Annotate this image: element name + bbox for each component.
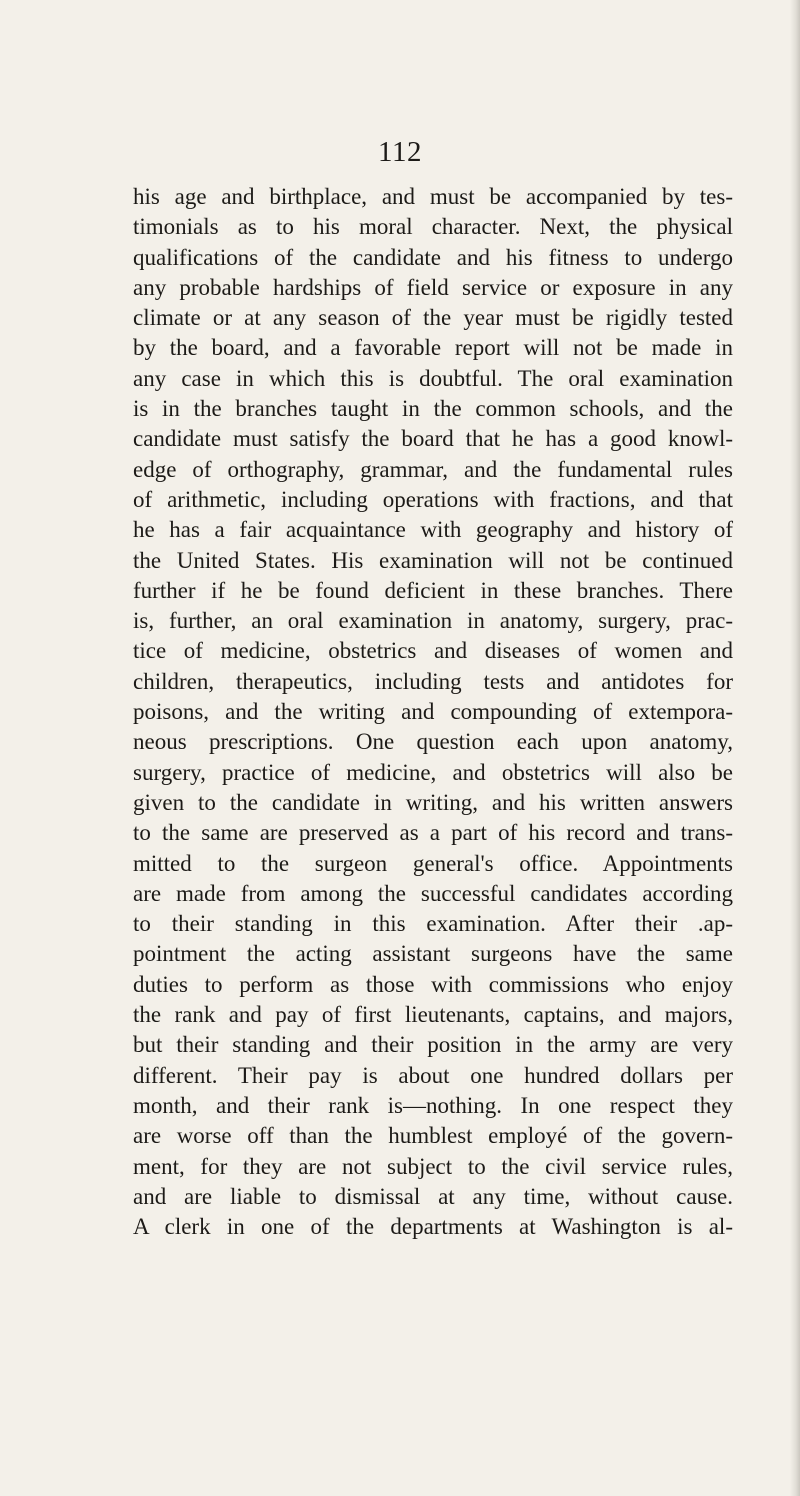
text-line: ment, for they are not subject to the civil service rules, — [133, 1153, 733, 1179]
page-edge-shadow — [790, 0, 800, 1496]
text-line: any probable hardships of field service or exposure in any — [133, 274, 733, 300]
text-line: edge of orthography, grammar, and the fundamental rules — [133, 456, 733, 482]
body-text — [133, 182, 793, 1242]
text-line: are made from among the successful candidates according — [133, 880, 733, 906]
text-line: surgery, practice of medicine, and obstetrics will also be — [133, 759, 733, 785]
text-line: timonials as to his moral character. Next, the physical — [133, 214, 733, 240]
text-line: qualifications of the candidate and his fitness to undergo — [133, 244, 733, 270]
text-line: the rank and pay of first lieutenants, captains, and majors, — [133, 1002, 733, 1028]
text-line: month, and their rank is—nothing. In one respect they — [133, 1092, 733, 1118]
text-line: children, therapeutics, including tests and antidotes for — [133, 668, 733, 694]
text-line: his age and birthplace, and must be accompanied by tes- — [133, 184, 733, 209]
text-line: any case in which this is doubtful. The oral examination — [133, 365, 733, 391]
text-line: poisons, and the writing and compounding of extempora- — [133, 699, 733, 725]
text-line: given to the candidate in writing, and his written answers — [133, 789, 733, 815]
text-line: by the board, and a favorable report will not be made in — [133, 335, 733, 361]
text-line: climate or at any season of the year must be rigidly tested — [133, 305, 733, 331]
text-line: candidate must satisfy the board that he has a good knowl- — [133, 426, 733, 452]
text-line: is, further, an oral examination in anatomy, surgery, prac- — [133, 608, 733, 634]
text-line: mitted to the surgeon general's office. Appointments — [133, 850, 733, 876]
text-line: and are liable to dismissal at any time, without cause. — [133, 1183, 733, 1209]
page-number: 112 — [378, 136, 422, 168]
text-line: neous prescriptions. One question each upon anatomy, — [133, 729, 733, 755]
text-line: tice of medicine, obstetrics and diseases of women and — [133, 638, 733, 664]
text-line: the United States. His examination will not be continued — [133, 547, 733, 573]
text-line: further if he be found deficient in these branches. There — [133, 577, 733, 603]
text-line: of arithmetic, including operations with fractions, and that — [133, 486, 733, 512]
text-line: but their standing and their position in the army are very — [133, 1032, 733, 1058]
text-line: duties to perform as those with commissions who enjoy — [133, 971, 733, 997]
text-line: A clerk in one of the departments at Washington is al- — [133, 1214, 733, 1240]
text-line: he has a fair acquaintance with geography and history of — [133, 517, 733, 543]
text-line: are worse off than the humblest employé of the govern- — [133, 1123, 733, 1149]
text-line: to the same are preserved as a part of his record and trans- — [133, 820, 733, 846]
text-line: different. Their pay is about one hundred dollars per — [133, 1062, 733, 1088]
text-line: to their standing in this examination. After their .ap- — [133, 911, 733, 937]
text-line: is in the branches taught in the common schools, and the — [133, 396, 733, 422]
text-line: pointment the acting assistant surgeons have the same — [133, 941, 733, 967]
